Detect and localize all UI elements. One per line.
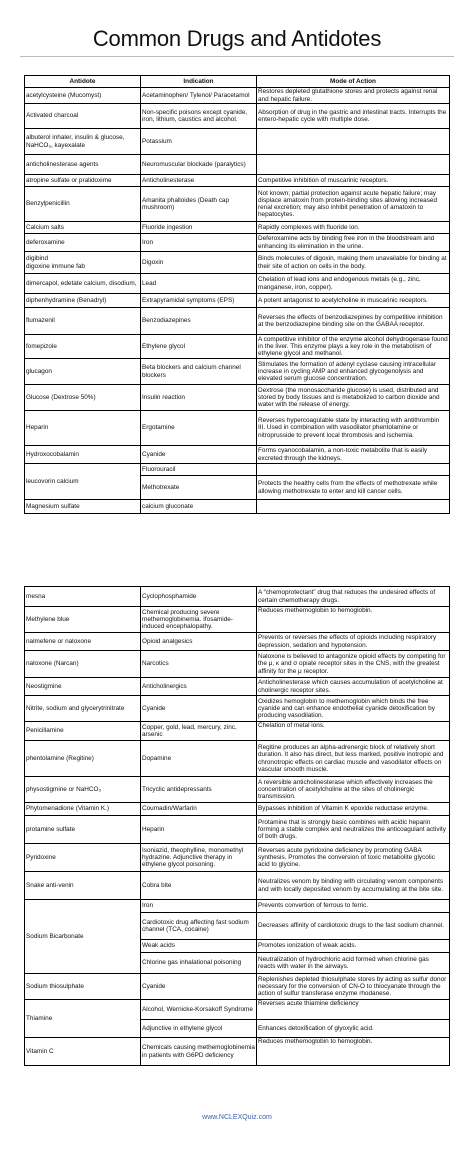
indication-cell: Cyanide <box>141 446 257 464</box>
table-row <box>25 1038 450 1066</box>
antidote-cell: Penicillamine <box>25 722 141 741</box>
indication-cell: Ethylene glycol <box>141 335 257 359</box>
table-row <box>25 741 450 777</box>
table-row <box>25 633 450 651</box>
table-row <box>25 411 450 446</box>
antidote-cell: deferoxamine <box>25 234 141 252</box>
antidote-cell: physostigmine or NaHCO₃ <box>25 777 141 803</box>
action-cell: Rapidly complexes with fluoride ion. <box>257 222 450 234</box>
table-row <box>25 844 450 872</box>
indication-cell: Isoniazid, theophylline, monomethyl hydrazine. Adjunctive therapy in ethylene glycol poisoning. <box>141 844 257 872</box>
action-cell: Promotes ionization of weak acids. <box>257 940 450 953</box>
action-cell: Competitive inhibition of muscarinic receptors. <box>257 175 450 187</box>
action-cell: Not known; partial protection against acute hepatic failure; may displace amatoxin from protein-binding sites allowing increased renal excretion; may also inhibit penetration of amatoxin to hepatocytes. <box>257 187 450 222</box>
antidote-cell: glucagon <box>25 359 141 385</box>
indication-cell: Cobra bite <box>141 872 257 900</box>
header-antidote: Antidote <box>25 76 141 88</box>
action-cell: Reverses hypercoagulable state by interacting with antithrombin III. Used in combination with vasodilator phentolamine or nitroprusside to prevent local thrombosis and ischemia. <box>257 411 450 446</box>
indication-cell: Dopamine <box>141 741 257 777</box>
table-row <box>25 234 450 252</box>
indication-cell: Lead <box>141 274 257 294</box>
indication-cell: Iron <box>141 234 257 252</box>
indication-cell: Coumadin/Warfarin <box>141 803 257 816</box>
antidote-cell: Sodium thiosulphate <box>25 974 141 1000</box>
table-row <box>25 252 450 274</box>
antidote-cell: Sodium Bicarbonate <box>25 900 141 974</box>
antidote-cell: dimercapol, edetate calcium, disodium, <box>25 274 141 294</box>
action-cell: Naloxone is believed to antagonize opioid effects by competing for the μ, κ and σ opiate receptor sites in the CNS, with the greatest affinity for the μ receptor. <box>257 651 450 678</box>
indication-cell: Opioid analgesics <box>141 633 257 651</box>
table-row <box>25 446 450 464</box>
indication-cell: Amanita phalloides (Death cap mushroom) <box>141 187 257 222</box>
action-cell: Reverses acute pyridoxine deficiency by promoting GABA synthesis. Promotes the conversion of toxic metabolite glycolic acid to glycine. <box>257 844 450 872</box>
action-cell: Reverses acute thiamine deficiency <box>257 1000 450 1020</box>
action-cell: Dextrose (the monosaccharide glucose) is used, distributed and stored by body tissues and is metabolized to carbon dioxide and water with the release of energy. <box>257 385 450 411</box>
action-cell: A competitive inhibitor of the enzyme alcohol dehydrogenase found in the liver. This enzyme plays a key role in the metabolism of ethylene glycol and methanol. <box>258 335 448 358</box>
action-cell: A “chemoprotectant” drug that reduces the undesired effects of certain chemotherapy drugs. <box>257 587 450 607</box>
table-row <box>25 308 450 335</box>
antidote-cell: flumazenil <box>25 308 141 335</box>
antidote-cell: Heparin <box>25 411 141 446</box>
antidote-cell: Phytomenadione (Vitamin K.) <box>25 803 141 816</box>
indication-cell: Beta blockers and calcium channel blockers <box>141 359 257 385</box>
table-row <box>25 974 450 1000</box>
action-cell: Protects the healthy cells from the effects of methotrexate while allowing methotrexate to enter and kill cancer cells. <box>257 476 450 500</box>
action-cell <box>257 464 450 476</box>
indication-cell: Cyanide <box>141 696 257 722</box>
indication-cell: Alcohol, Wernicke-Korsakoff Syndrome <box>141 1000 257 1020</box>
table-row <box>25 274 450 294</box>
indication-cell: Cyclophosphamide <box>141 587 257 607</box>
antidote-cell: Nitrite, sodium and glycerytrinitrate <box>25 696 141 722</box>
table-row <box>25 722 450 741</box>
title-divider <box>20 56 454 57</box>
action-cell <box>257 155 450 175</box>
table-row <box>25 88 450 104</box>
antidote-cell: Pyridoxine <box>25 844 141 872</box>
table-row <box>25 155 450 175</box>
indication-cell: Iron <box>141 900 257 913</box>
action-cell: Reduces methemoglobin to hemoglobin. <box>257 607 450 633</box>
table-row <box>25 872 450 900</box>
action-cell: A reversible anticholinesterase which effectively increases the concentration of acetylcholine at the sites of cholinergic transmission. <box>257 777 450 803</box>
indication-cell: Heparin <box>141 816 257 844</box>
table-row <box>25 587 450 607</box>
indication-cell: Extrapyramidal symptoms (EPS) <box>141 294 257 308</box>
antidote-table-part-2 <box>24 586 450 1066</box>
action-cell: Prevents or reverses the effects of opioids including respiratory depression, sedation and hypotension. <box>257 633 450 651</box>
action-cell: A potent antagonist to acetylcholine in muscarinic receptors. <box>257 294 450 308</box>
header-indication: Indication <box>141 76 257 88</box>
indication-cell: Cyanide <box>141 974 257 1000</box>
antidote-cell: Magnesium sulfate <box>25 500 141 514</box>
indication-cell: calcium gluconate <box>141 500 257 514</box>
indication-cell: Chlorine gas inhalational poisoning <box>141 953 257 974</box>
indication-cell: Adjunctive in ethylene glycol <box>141 1020 257 1038</box>
action-cell: Oxidizes hemoglobin to methemoglobin which binds the free cyanide and can enhance endothelial cyanide detoxification by producing vasodilation. <box>257 696 450 722</box>
action-cell: Regitine produces an alpha-adrenergic block of relatively short duration. It also has direct, but less marked, positive inotropic and chronotropic effects on cardiac muscle and vasodilator effects on vascular smooth muscle. <box>257 741 450 777</box>
table-row <box>25 385 450 411</box>
table-header-row <box>25 76 450 88</box>
indication-cell: Chemical producing severe methemoglobinemia. Ifosamide-induced encephalopathy. <box>141 607 257 633</box>
antidote-cell: digibind digoxine immune fab <box>25 252 141 274</box>
table-row <box>25 104 450 129</box>
antidote-cell: Hydroxocobalamin <box>25 446 141 464</box>
indication-cell: Potassium <box>141 129 257 155</box>
action-cell: Neutralizes venom by binding with circulating venom components and with locally deposited venom by accumulating at the bite site. <box>257 872 450 900</box>
indication-cell: Fluorouracil <box>141 464 257 476</box>
antidote-cell: Glucose (Dextrose 50%) <box>25 385 141 411</box>
antidote-cell: Calcium salts <box>25 222 141 234</box>
table-row <box>25 696 450 722</box>
footer-website-link[interactable]: www.NCLEXQuiz.com <box>202 1114 272 1121</box>
antidote-cell: protamine sulfate <box>25 816 141 844</box>
antidote-cell: Benzylpenicillin <box>25 187 141 222</box>
action-cell: Chelation of lead ions and endogenous metals (e.g., zinc, manganese, iron, copper). <box>257 274 450 294</box>
antidote-cell: Activated charcoal <box>25 104 141 129</box>
action-cell: Forms cyanocobalamin, a non-toxic metabolite that is easily excreted through the kidneys. <box>257 446 450 464</box>
table-row <box>25 294 450 308</box>
antidote-cell: nalmefene or naloxone <box>25 633 141 651</box>
action-cell: Decreases affinity of cardiotoxic drugs to the fast sodium channel. <box>257 913 450 940</box>
indication-cell: Insulin reaction <box>141 385 257 411</box>
antidote-cell: phentolamine (Regitine) <box>25 741 141 777</box>
indication-cell: Anticholinergics <box>141 678 257 696</box>
page-title: Common Drugs and Antidotes <box>92 26 382 51</box>
indication-cell: Narcotics <box>141 651 257 678</box>
indication-cell: Cardiotoxic drug affecting fast sodium channel (TCA, cocaine) <box>141 913 257 940</box>
table-row <box>25 678 450 696</box>
antidote-table-part-1 <box>24 75 450 514</box>
table-row <box>25 187 450 222</box>
antidote-cell: mesna <box>25 587 141 607</box>
action-cell <box>257 500 450 514</box>
antidote-cell: Neostigmine <box>25 678 141 696</box>
antidote-cell: diphenhydramine (Benadryl) <box>25 294 141 308</box>
action-cell: Chelation of metal ions. <box>257 722 450 741</box>
action-cell: Reduces methemoglobin to hemoglobin. <box>257 1038 450 1066</box>
table-row <box>25 500 450 514</box>
table-row <box>25 175 450 187</box>
table-row <box>25 464 450 476</box>
antidote-cell: fomepizole <box>25 335 141 359</box>
indication-cell: Neuromuscular blockade (paralytics) <box>141 155 257 175</box>
action-cell: Deferoxamine acts by binding free iron in the bloodstream and enhancing its elimination in the urine. <box>257 234 450 252</box>
antidote-cell: Methylene blue <box>25 607 141 633</box>
indication-cell: Digoxin <box>141 252 257 274</box>
indication-cell: Non-specific poisons except cyanide, iron, lithium, caustics and alcohol. <box>141 104 257 129</box>
indication-cell: Fluoride ingestion <box>141 222 257 234</box>
antidote-cell: Thiamine <box>25 1000 141 1038</box>
table-row <box>25 816 450 844</box>
table-row <box>25 803 450 816</box>
antidote-cell: anticholinesterase agents <box>25 155 141 175</box>
action-cell: Bypasses inhibition of Vitamin K epoxide reductase enzyme. <box>257 803 450 816</box>
action-cell: Enhances detoxification of glyoxylic acid. <box>257 1020 450 1038</box>
table-row <box>25 651 450 678</box>
indication-cell: Chemicals causing methemoglobinemia in patients with G6PD deficiency <box>141 1038 257 1066</box>
action-cell: Stimulates the formation of adenyl cyclase causing intracellular increase in cycling AMP and enhanced glycogenolysis and elevated serum glucose concentration. <box>257 359 450 385</box>
indication-cell: Copper, gold, lead, mercury, zinc, arsenic <box>141 722 257 741</box>
action-cell: Protamine that is strongly basic combines with acidic heparin forming a stable complex and neutralizes the anticoagulant activity of both drugs. <box>257 816 450 844</box>
table-row <box>25 129 450 155</box>
table-row <box>25 359 450 385</box>
indication-cell: Weak acids <box>141 940 257 953</box>
indication-cell: Acetaminophen/ Tylenol/ Paracetamol <box>141 88 257 104</box>
antidote-cell: leucovorin calcium <box>25 464 141 500</box>
table-row <box>25 335 450 359</box>
indication-cell: Ergotamine <box>141 411 257 446</box>
indication-cell: Anticholinesterase <box>141 175 257 187</box>
antidote-cell: atropine sulfate or pralidoxime <box>25 175 141 187</box>
table-row <box>25 900 450 913</box>
indication-cell: Benzodiazepines <box>141 308 257 335</box>
indication-cell: Tricyclic antidepressants <box>141 777 257 803</box>
antidote-cell: Vitamin C <box>25 1038 141 1066</box>
action-cell: Prevents convertion of ferrous to ferric. <box>257 900 450 913</box>
action-cell: Replenishes depleted thiosulphate stores by acting as sulfur donor necessary for the conversion of CN-O to thiocyanate through the action of sulfur transferase enzyme rhodanese. <box>257 974 450 1000</box>
action-cell: Absorption of drug in the gastric and intestinal tracts. Interrupts the entero-hepatic cycle with multiple dose. <box>257 104 450 129</box>
antidote-cell: albuterol inhaler, insulin & glucose, NaHCO₃, kayexalate <box>25 129 141 155</box>
indication-cell: Methotrexate <box>141 476 257 500</box>
action-cell: Restores depleted glutathione stores and protects against renal and hepatic failure. <box>257 88 450 104</box>
table-row <box>25 222 450 234</box>
action-cell: Neutralization of hydrochloric acid formed when chlorine gas reacts with water in the airways. <box>257 953 450 974</box>
action-cell: Reverses the effects of benzodiazepines by competitive inhibition at the benzodiazepine binding site on the GABAA receptor. <box>257 308 450 335</box>
action-cell: Anticholinesterase which causes accumulation of acetylcholine at cholinergic receptor sites. <box>257 678 450 696</box>
antidote-cell: Snake anti-venin <box>25 872 141 900</box>
antidote-cell: naloxone (Narcan) <box>25 651 141 678</box>
table-row <box>25 777 450 803</box>
table-row <box>25 607 450 633</box>
action-cell: Binds molecules of digoxin, making them unavailable for binding at their site of action on cells in the body. <box>257 252 450 274</box>
header-mode-of-action: Mode of Action <box>257 76 450 88</box>
table-row <box>25 1000 450 1020</box>
action-cell <box>257 129 450 155</box>
antidote-cell: acetylcysteine (Mucomyst) <box>25 88 141 104</box>
